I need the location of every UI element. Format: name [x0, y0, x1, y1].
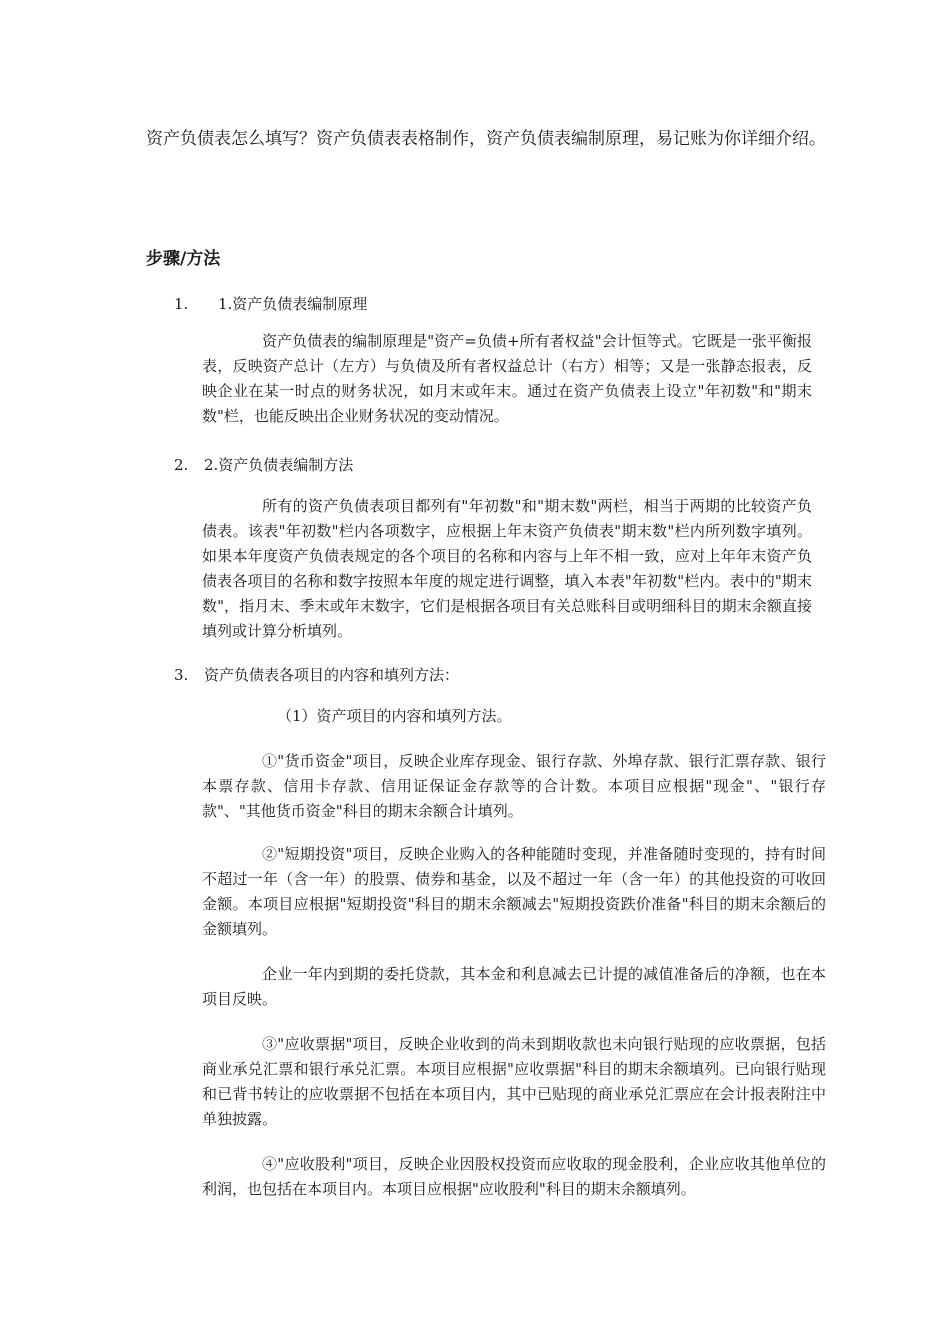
step-2	[146, 453, 826, 644]
step-label: 1.资产负债表编制原理	[218, 295, 368, 313]
step-label: 2.资产负债表编制方法	[204, 456, 354, 474]
step-3	[146, 663, 826, 1202]
step-title	[146, 453, 826, 477]
step-label: 资产负债表各项目的内容和填列方法：	[204, 666, 460, 684]
step-number: 1.	[174, 295, 189, 313]
step-paragraph: 所有的资产负债表项目都列有"年初数"和"期末数"两栏，相当于两期的比较资产负债表。该表"年初数"栏内各项数字，应根据上年末资产负债表"期末数"栏内所列数字填列。如果本年度资产负债表规定的各个项目的名称和内容与上年不相一致，应对上年年末资产负债表各项目的名称和数字按照本年度的规定进行调整，填入本表"年初数"栏内。表中的"期末数"，指月末、季末或年末数字，它们是根据各项目有关总账科目或明细科目的期末余额直接填列或计算分析填列。	[202, 497, 812, 640]
list-item: ④"应收股利"项目，反映企业因股权投资而应收取的现金股利，企业应收其他单位的利润，也包括在本项目内。本项目应根据"应收股利"科目的期末余额填列。	[202, 1155, 826, 1198]
list-item: 企业一年内到期的委托贷款，其本金和利息减去已计提的减值准备后的净额，也在本项目反映。	[202, 965, 826, 1008]
list-item: ①"货币资金"项目，反映企业库存现金、银行存款、外埠存款、银行汇票存款、银行本票存款、信用卡存款、信用证保证金存款等的合计数。本项目应根据"现金"、"银行存款"、"其他货币资金"科目的期末余额合计填列。	[202, 752, 826, 820]
step-number: 2.	[174, 456, 189, 474]
step-number: 3.	[174, 666, 189, 684]
step-1	[146, 292, 826, 429]
list-item: ②"短期投资"项目，反映企业购入的各种能随时变现，并准备随时变现的，持有时间不超过一年（含一年）的股票、债券和基金，以及不超过一年（含一年）的其他投资的可收回金额。本项目应根据"短期投资"科目的期末余额减去"短期投资跌价准备"科目的期末余额后的金额填列。	[202, 845, 826, 938]
intro-text: 资产负债表怎么填写？资产负债表表格制作，资产负债表编制原理，易记账为你详细介绍。	[146, 129, 826, 149]
step-title	[146, 292, 826, 316]
step-paragraph: 资产负债表的编制原理是"资产=负债+所有者权益"会计恒等式。它既是一张平衡报表，反映资产总计（左方）与负债及所有者权益总计（右方）相等；又是一张静态报表，反映企业在某一时点的财务状况，如月末或年末。通过在资产负债表上设立"年初数"和"期末数"栏，也能反映出企业财务状况的变动情况。	[202, 332, 812, 425]
list-item: ③"应收票据"项目，反映企业收到的尚未到期收款也未向银行贴现的应收票据，包括商业承兑汇票和银行承兑汇票。本项目应根据"应收票据"科目的期末余额填列。已向银行贴现和已背书转让的应收票据不包括在本项目内，其中已贴现的商业承兑汇票应在会计报表附注中单独披露。	[202, 1035, 826, 1128]
step-title	[146, 663, 826, 687]
section-heading: 步骤/方法	[146, 249, 221, 269]
subsection-heading: （1）资产项目的内容和填列方法。	[277, 707, 512, 725]
